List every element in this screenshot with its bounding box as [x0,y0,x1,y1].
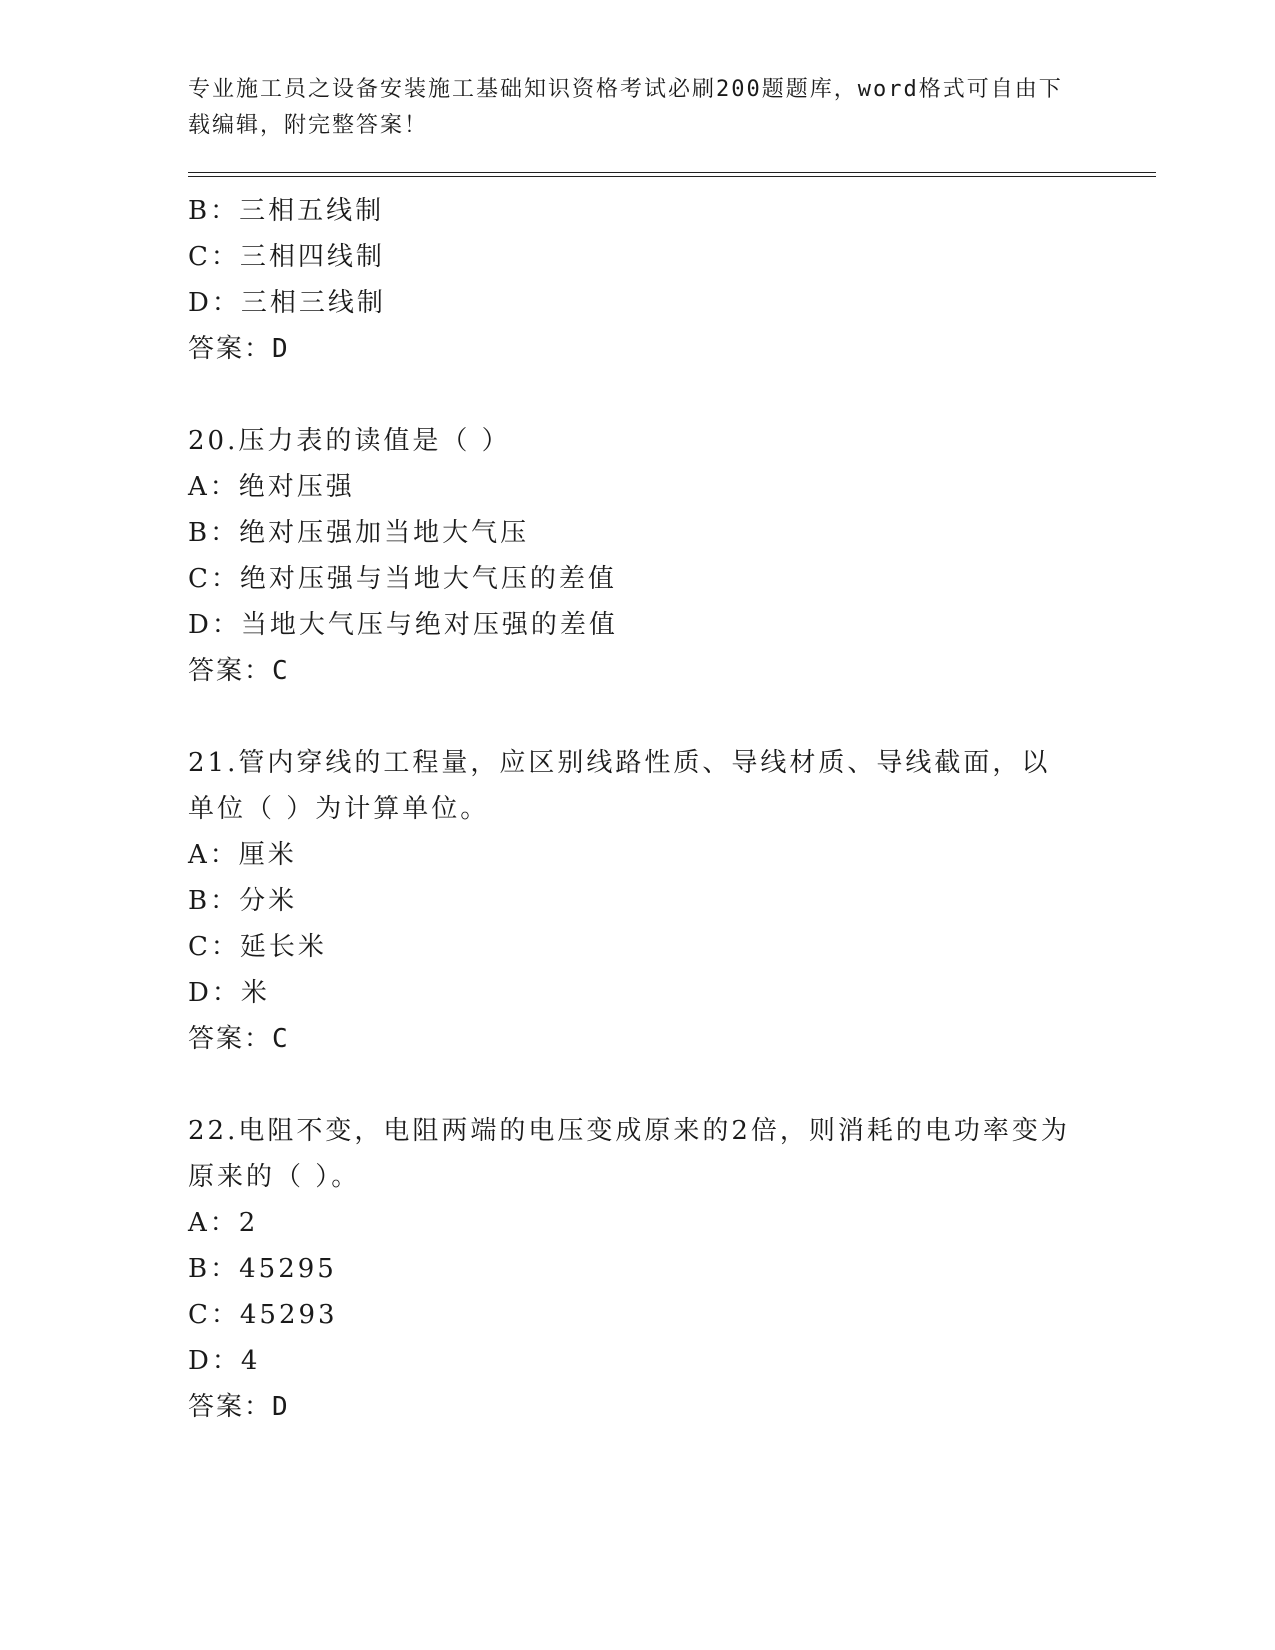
option-b: B：绝对压强加当地大气压 [188,518,530,548]
option-b: B：45295 [188,1254,337,1284]
question-stem: 22.电阻不变，电阻两端的电压变成原来的2倍，则消耗的电功率变为原来的（ ）。 [188,1116,1070,1192]
question-20 [188,418,1088,694]
option-c: C：三相四线制 [188,242,385,272]
header-divider-top [188,172,1156,173]
option-c: C：延长米 [188,932,327,962]
option-a: A：绝对压强 [188,472,355,502]
option-d: D：当地大气压与绝对压强的差值 [188,610,618,640]
option-d: D：三相三线制 [188,288,386,318]
option-d: D：4 [188,1346,261,1376]
question-list [188,188,1088,1430]
answer-line: 答案：C [188,1024,290,1054]
option-c: C：45293 [188,1300,338,1330]
question-stem: 21.管内穿线的工程量，应区别线路性质、导线材质、导线截面，以单位（ ）为计算单位。 [188,748,1051,824]
answer-line: 答案：C [188,656,290,686]
document-title: 专业施工员之设备安装施工基础知识资格考试必刷200题题库，word格式可自由下载编辑，附完整答案！ [188,77,1063,138]
option-b: B：三相五线制 [188,196,385,226]
question-21 [188,740,1088,1062]
continued-question [188,188,1088,372]
document-header [188,72,1068,144]
option-a: A：2 [188,1208,259,1238]
answer-line: 答案：D [188,334,290,364]
option-d: D：米 [188,978,270,1008]
option-a: A：厘米 [188,840,297,870]
question-stem: 20.压力表的读值是（ ） [188,426,511,456]
question-22 [188,1108,1088,1430]
option-c: C：绝对压强与当地大气压的差值 [188,564,617,594]
header-divider-bottom [188,176,1156,177]
option-b: B：分米 [188,886,298,916]
answer-line: 答案：D [188,1392,290,1422]
